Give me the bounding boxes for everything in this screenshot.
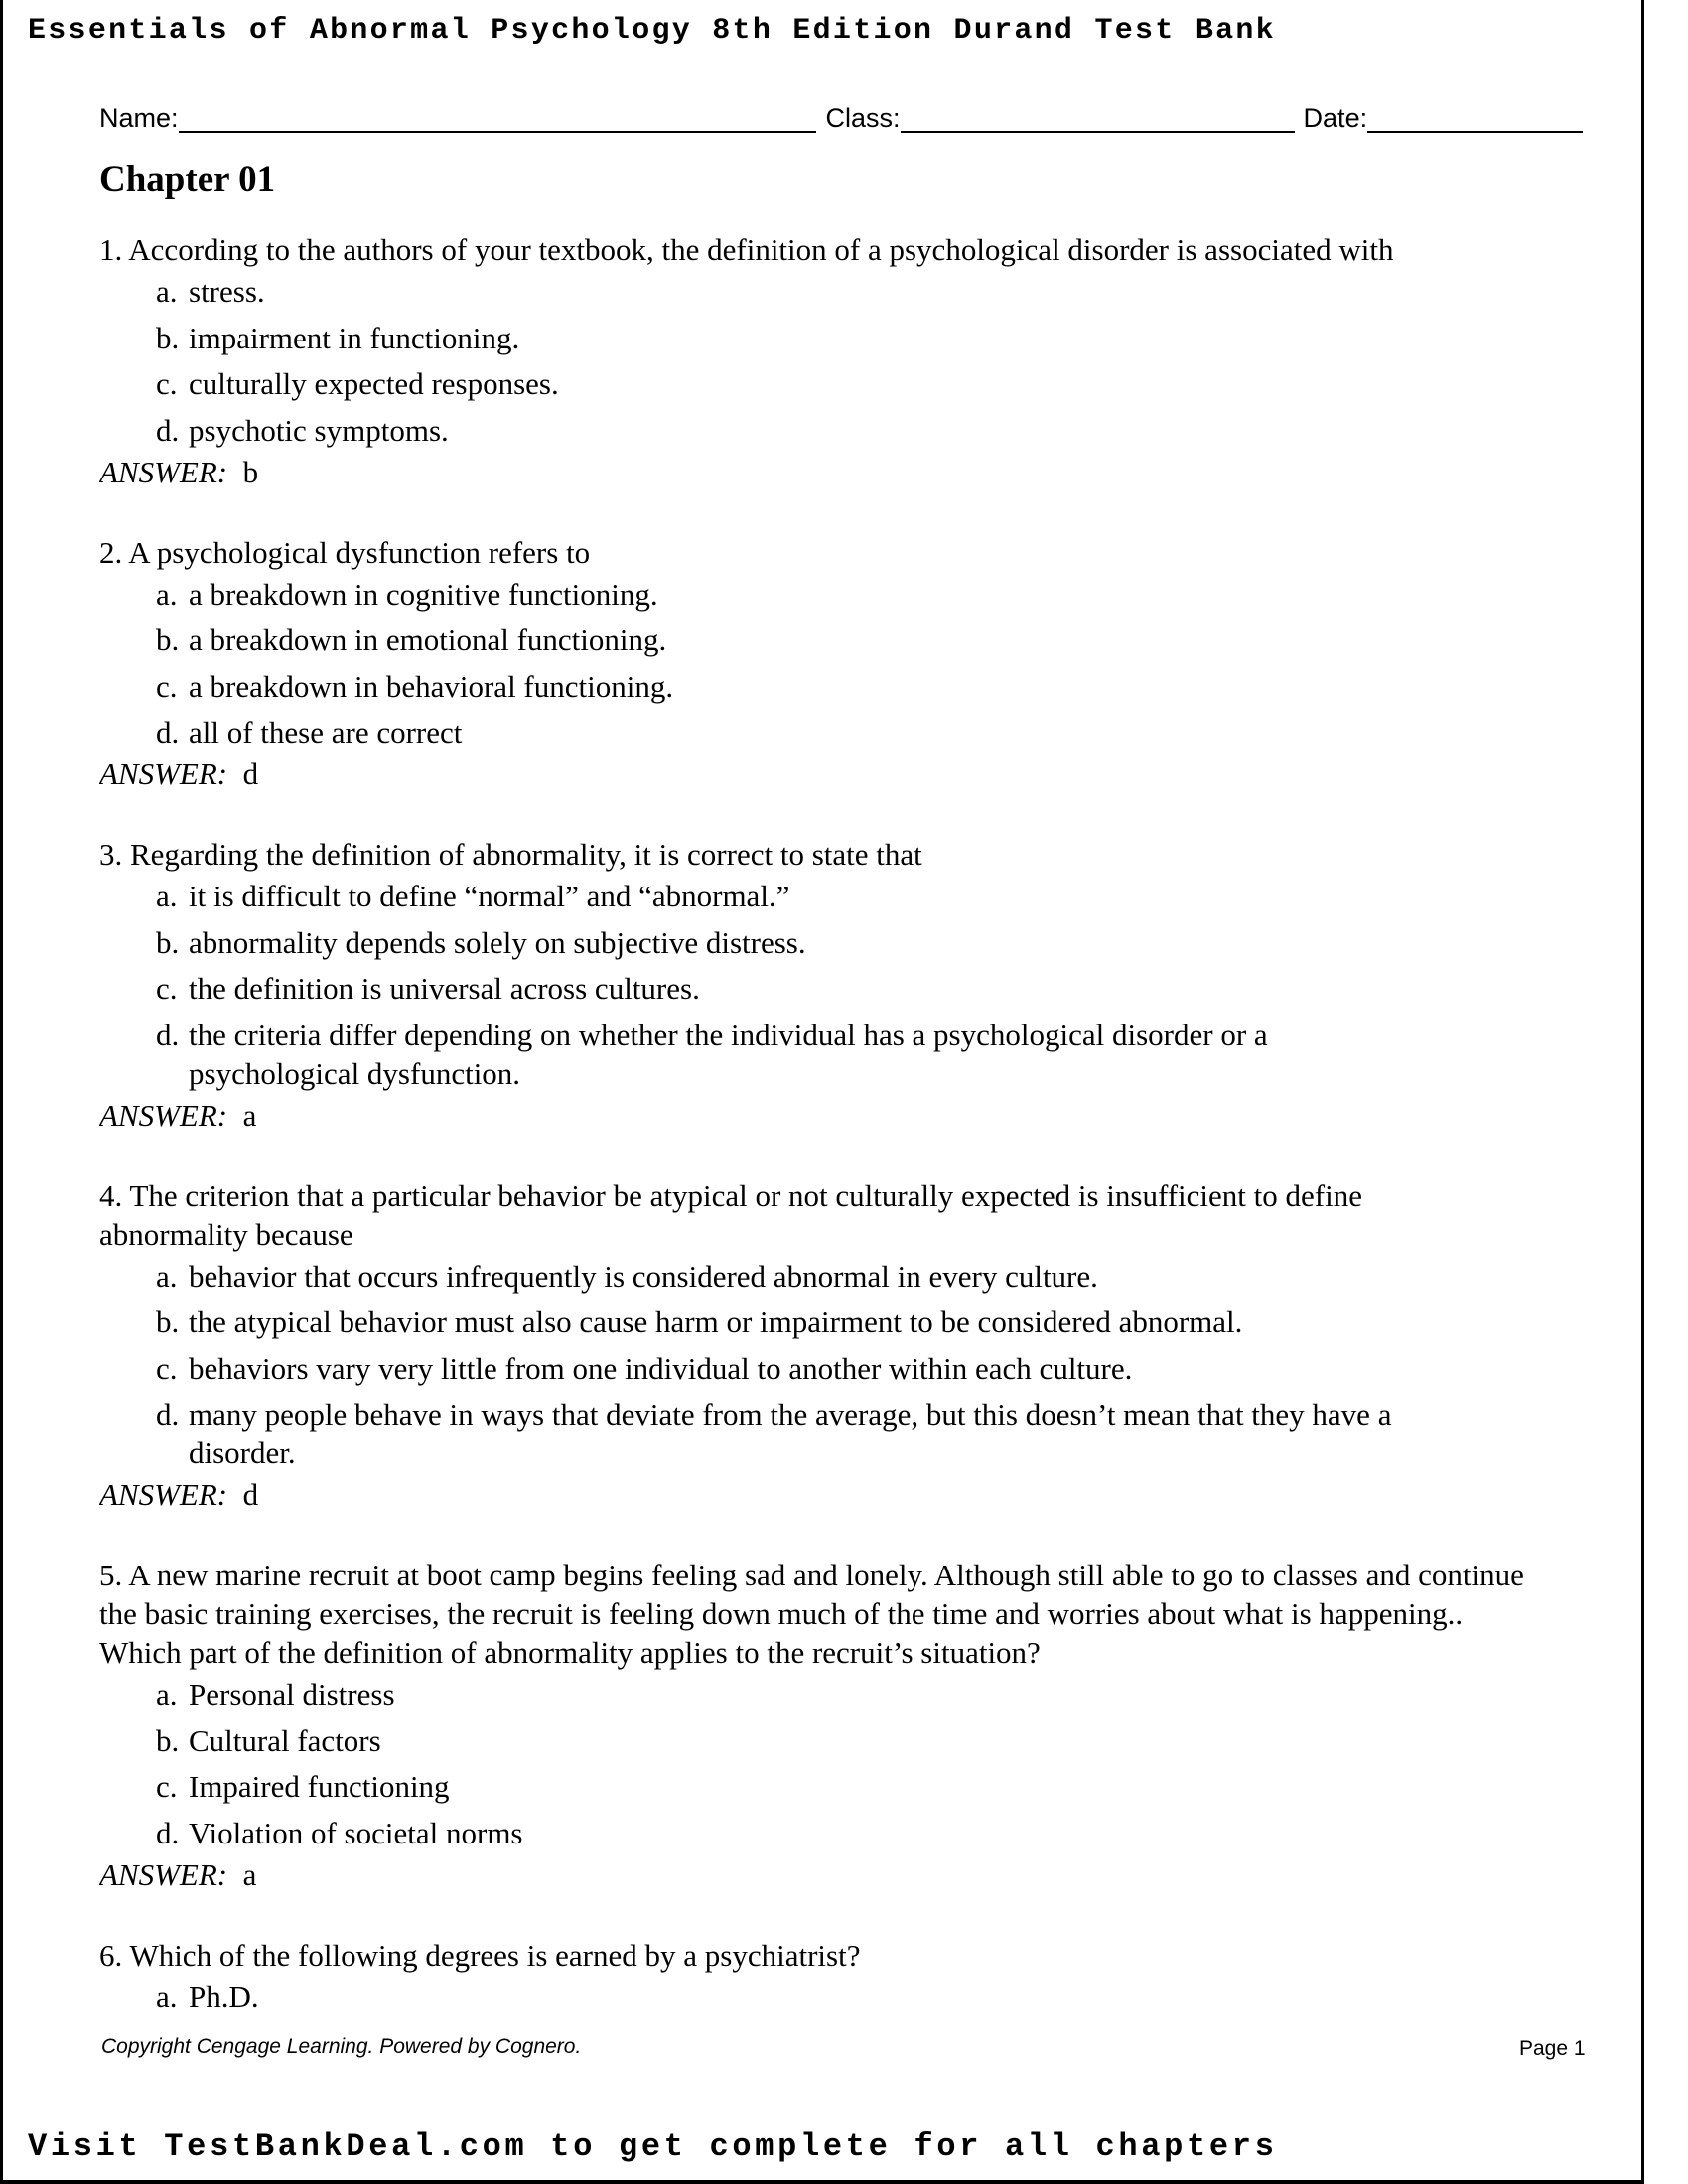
option-letter: d. [156, 1815, 180, 1850]
answer-value: a [242, 1856, 257, 1892]
option-c [99, 1767, 1609, 1806]
question-stem: 6. Which of the following degrees is earned by a psychiatrist? [99, 1937, 861, 1973]
name-field[interactable] [179, 103, 816, 133]
option-c [99, 364, 1609, 403]
chapter-heading: Chapter 01 [99, 159, 276, 200]
option-c [99, 969, 1609, 1008]
option-text: the atypical behavior must also cause harm or impairment to be considered abnormal. [189, 1304, 1243, 1339]
option-a [99, 1978, 1609, 2016]
option-b [99, 923, 1609, 962]
option-list [99, 272, 1609, 450]
option-text: Impaired functioning [189, 1769, 450, 1804]
option-letter: b. [156, 924, 180, 960]
option-b [99, 319, 1609, 357]
option-letter: a. [156, 274, 178, 309]
answer-label: ANSWER: [99, 454, 228, 489]
answer-line [99, 1475, 1609, 1514]
option-a [99, 1675, 1609, 1713]
option-d [99, 1814, 1609, 1852]
answer-label: ANSWER: [99, 1856, 228, 1892]
option-a [99, 877, 1609, 915]
answer-line [99, 1855, 1609, 1894]
question-6 [99, 1936, 1609, 2016]
option-d [99, 1016, 1609, 1093]
option-letter: a. [156, 1677, 178, 1711]
question-stem: 3. Regarding the definition of abnormality, it is correct to state that [99, 837, 922, 872]
option-letter: a. [156, 576, 178, 612]
option-text: all of these are correct [189, 715, 463, 750]
option-text: many people behave in ways that deviate from the average, but this doesn’t mean that they have a disorder. [189, 1397, 1392, 1470]
answer-line [99, 453, 1609, 491]
option-letter: a. [156, 879, 178, 913]
option-a [99, 272, 1609, 311]
question-list [99, 230, 1609, 2032]
option-b [99, 1302, 1609, 1341]
option-text: behavior that occurs infrequently is considered abnormal in every culture. [189, 1258, 1098, 1294]
option-list [99, 1978, 1609, 2016]
option-b [99, 620, 1609, 659]
date-field[interactable] [1367, 103, 1583, 133]
question-2 [99, 533, 1609, 794]
answer-label: ANSWER: [99, 1097, 228, 1133]
answer-label: ANSWER: [99, 1477, 228, 1512]
option-text: behaviors vary very little from one individual to another within each culture. [189, 1350, 1133, 1386]
option-letter: b. [156, 320, 180, 355]
option-text: a breakdown in emotional functioning. [189, 622, 667, 657]
option-c [99, 667, 1609, 706]
answer-label: ANSWER: [99, 756, 228, 791]
option-text: impairment in functioning. [189, 320, 520, 355]
option-letter: d. [156, 1017, 180, 1052]
option-text: a breakdown in cognitive functioning. [189, 576, 658, 612]
option-text: culturally expected responses. [189, 366, 559, 401]
question-stem: 1. According to the authors of your textbook, the definition of a psychological disorder is associated with [99, 232, 1394, 267]
document-title: Essentials of Abnormal Psychology 8th Edition Durand Test Bank [28, 14, 1276, 48]
option-list [99, 575, 1609, 752]
option-letter: c. [156, 366, 178, 401]
option-text: abnormality depends solely on subjective distress. [189, 924, 806, 960]
option-text: Personal distress [189, 1677, 395, 1711]
question-stem: 4. The criterion that a particular behavior be atypical or not culturally expected is insufficient to define abnormality because [99, 1177, 1362, 1252]
option-text: psychotic symptoms. [189, 412, 449, 448]
copyright-notice: Copyright Cengage Learning. Powered by Cognero. [101, 2035, 582, 2058]
option-d [99, 1395, 1609, 1472]
option-letter: c. [156, 668, 178, 704]
option-c [99, 1349, 1609, 1388]
option-text: a breakdown in behavioral functioning. [189, 668, 674, 704]
question-5 [99, 1556, 1609, 1894]
option-letter: b. [156, 1722, 180, 1758]
answer-value: a [242, 1097, 257, 1133]
option-letter: c. [156, 971, 178, 1006]
promo-banner-text: Visit TestBankDeal.com to get complete for all chapters [28, 2128, 1278, 2165]
option-d [99, 411, 1609, 450]
option-list [99, 877, 1609, 1093]
option-letter: d. [156, 412, 180, 448]
option-text: Violation of societal norms [189, 1815, 523, 1850]
date-label: Date: [1303, 103, 1368, 133]
answer-value: d [242, 1477, 259, 1512]
answer-value: d [242, 756, 259, 791]
answer-line [99, 754, 1609, 793]
option-d [99, 713, 1609, 751]
question-stem: 2. A psychological dysfunction refers to [99, 534, 591, 570]
question-stem: 5. A new marine recruit at boot camp begins feeling sad and lonely. Although still able to go to classes and continue the basic training exercises, the recruit is feeling down much of the time and worries about what is happening.. Which part of the definition of abnormality applies to the recruit’s situation? [99, 1558, 1524, 1670]
option-text: Ph.D. [189, 1979, 259, 2014]
student-info-fields [99, 101, 1592, 133]
option-letter: c. [156, 1350, 178, 1386]
option-b [99, 1721, 1609, 1760]
option-a [99, 575, 1609, 614]
option-text: stress. [189, 274, 265, 309]
option-a [99, 1257, 1609, 1296]
name-label: Name: [99, 103, 179, 133]
option-letter: a. [156, 1258, 178, 1294]
option-text: the criteria differ depending on whether the individual has a psychological disorder or a psychological dysfunction. [189, 1017, 1268, 1091]
option-letter: d. [156, 1397, 180, 1432]
option-list [99, 1675, 1609, 1852]
option-letter: b. [156, 1304, 180, 1339]
option-list [99, 1257, 1609, 1473]
answer-line [99, 1096, 1609, 1135]
option-letter: b. [156, 622, 180, 657]
option-text: the definition is universal across cultures. [189, 971, 700, 1006]
class-field[interactable] [901, 103, 1295, 133]
option-letter: c. [156, 1769, 178, 1804]
question-1 [99, 230, 1609, 491]
answer-value: b [242, 454, 259, 489]
option-letter: d. [156, 715, 180, 750]
question-4 [99, 1176, 1609, 1515]
option-text: Cultural factors [189, 1722, 381, 1758]
class-label: Class: [825, 103, 901, 133]
question-3 [99, 835, 1609, 1135]
option-letter: a. [156, 1979, 178, 2014]
option-text: it is difficult to define “normal” and “abnormal.” [189, 879, 790, 913]
page-number: Page 1 [1519, 2037, 1586, 2060]
